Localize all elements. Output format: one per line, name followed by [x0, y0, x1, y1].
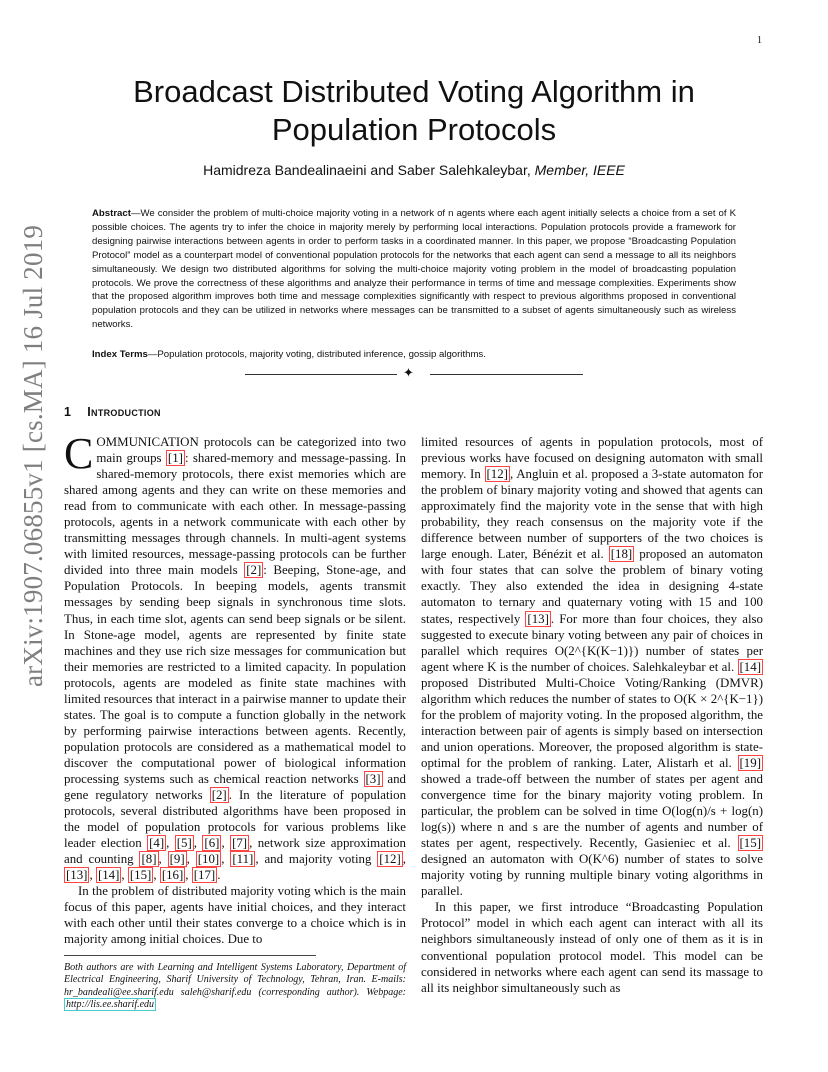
left-paragraph-2: In the problem of distributed majority voting which is the main focus of this paper, agents have initial choices, and they interact with each other until their states converge to a choice which is in majority among initial choices. Due to [64, 884, 406, 947]
right-paragraph-2: In this paper, we first introduce “Broadcasting Population Protocol” model in which each agent can interact with all its neighbors simultaneously instead of only one of them as it is in conventional population protocol model. This model can be considered in networks where each agent can send its massage to all its neighbor simultaneously such as [421, 900, 763, 995]
text-run: , [221, 836, 231, 851]
text-run: , [166, 836, 175, 851]
text-run: , [121, 868, 128, 883]
citation-link[interactable]: [12] [379, 852, 401, 867]
footnote-webpage-link[interactable]: http://lis.ee.sharif.edu [66, 999, 155, 1011]
citation-link[interactable]: [13] [527, 611, 549, 626]
text-run: showed a trade-off between the number of states per agent and convergence time for the binary majority voting problem. In particular, the problem can be solved in time O(log(n)/s + log(n) log(s)) where n and s are the number of agents and number of states per agent, respectively. Recently, Gasieniec et al. [421, 771, 763, 851]
text-run: , and majority voting [255, 852, 378, 867]
citation-link[interactable]: [15] [129, 868, 152, 883]
text-run: , network size approximation and counting [64, 836, 406, 867]
footnote-rule [64, 955, 316, 956]
citation-link[interactable]: [3] [365, 771, 381, 786]
left-paragraph-1 [64, 429, 407, 883]
index-terms-label: Index Terms [92, 349, 148, 360]
abstract-label: Abstract [92, 208, 131, 219]
paper-authors [100, 162, 728, 178]
text-run: , Angluin et al. proposed a 3-state automaton for the problem of binary majority voting and showed that agents can approximately find the majority vote in the sense that with high probability, they reach consensus on the majority vote if the difference between number of supporters of the two choices is large enough. Later, Bénézit et al. [421, 467, 763, 562]
citation-link[interactable]: [7] [232, 836, 248, 851]
text-run: , [402, 852, 407, 867]
citation-link[interactable]: [9] [169, 852, 185, 867]
citation-link[interactable]: [6] [204, 836, 220, 851]
citation-link[interactable]: [8] [141, 852, 157, 867]
citation-link[interactable]: [14] [739, 659, 761, 674]
citation-link[interactable]: [5] [176, 836, 192, 851]
citation-link[interactable]: [14] [97, 868, 120, 883]
text-run: , [186, 852, 196, 867]
citation-link[interactable]: [2] [211, 788, 227, 803]
arxiv-identifier[interactable]: arXiv:1907.06855v1 [cs.MA] 16 Jul 2019 [18, 224, 48, 687]
text-run: proposed Distributed Multi-Choice Voting/Ranking (DMVR) algorithm which reduces the number of states to O(K × 2^{K−1}) for the problem of majority voting. In the proposed algorithm, the interaction between pair of agents is simply based on intersection and union operations. Moreover, the proposed algorithm is state-optimal for the problem of ranking. Later, Alistarh et al. [421, 675, 763, 770]
citation-link[interactable]: [2] [246, 563, 262, 578]
text-run: : shared-memory and message-passing. In shared-memory protocols, there exist memories which are shared among agents and they can write on these memories and read from to communicate with each other. In message-passing protocols, agents in a network communicate with each other by transmitting messages through channels. In multi-agent systems with limited resources, message-passing protocols can be further divided into three main models [64, 451, 407, 578]
text-run: , [185, 868, 192, 883]
left-column [64, 429, 407, 948]
text-run: . In the literature of population protocols, several distributed algorithms have been proposed in the model of population protocols for various problems like leader election [64, 788, 407, 851]
text-run: , [158, 852, 168, 867]
lead-word: OMMUNICATION [96, 435, 199, 449]
section-title: Introduction [87, 405, 161, 419]
footnote [64, 962, 406, 1012]
author-names: Hamidreza Bandealinaeini and Saber Salehkaleybar, [203, 162, 531, 178]
citation-link[interactable]: [13] [66, 868, 88, 883]
right-paragraph-1 [421, 434, 763, 899]
index-terms-text: —Population protocols, majority voting, distributed inference, gossip algorithms. [147, 349, 486, 360]
author-membership: Member, IEEE [534, 162, 625, 178]
citation-link[interactable]: [1] [167, 451, 183, 466]
abstract-text: —We consider the problem of multi-choice majority voting in a network of n agents where each agent initially selects a choice from a set of K possible choices. The agents try to infer the choice in majority merely by performing local interactions. Population protocols provide a framework for designing pairwise interactions between agents in order to perform tasks in a coordinated manner. In this paper, we propose “Broadcasting Population Protocol” model as a counterpart model of conventional population protocols for the networks that each agent can send a message to all its neighbors simultaneously. We design two distributed algorithms for solving the multi-choice majority voting problem in the model of broadcasting population protocols. We prove the correctness of these algorithms and analyze their performance in terms of time and message complexities. Experiments show that the proposed algorithm improves both time and message complexities significantly with respect to previous algorithms proposed in conventional population protocols and they can be utilized in networks where messages can be transmitted to a subset of agents simultaneously such as wireless networks. [92, 208, 736, 331]
text-run: and gene regulatory networks [64, 771, 407, 803]
citation-link[interactable]: [11] [232, 852, 254, 867]
drop-cap: C [64, 429, 94, 478]
index-terms [92, 348, 736, 361]
text-run: , [89, 868, 96, 883]
section-number: 1 [64, 405, 72, 419]
separator-rule-left [245, 374, 397, 375]
citation-link[interactable]: [17] [193, 868, 216, 883]
citation-link[interactable]: [12] [486, 467, 508, 482]
abstract [92, 207, 736, 332]
text-run: . For more than four choices, they also suggested to execute binary voting between any pair of choices in parallel which requires O(2^{K(K−1)}) number of states per agent where K is the number of choices. Salehkaleybar et al. [421, 611, 763, 674]
citation-link[interactable]: [15] [739, 836, 761, 851]
citation-link[interactable]: [16] [161, 868, 184, 883]
text-run: , [153, 868, 160, 883]
right-column [421, 434, 763, 996]
text-run: proposed an automaton with four states that can solve the problem of binary voting exactly. They also extended the idea in designing 4-state automaton to ternary and quaternary voting with 15 and 100 states, respectively [421, 547, 763, 626]
text-run: limited resources of agents in population protocols, most of previous works have focused on designing automaton with small memory. In [421, 435, 763, 482]
text-run: . [217, 868, 221, 883]
citation-link[interactable]: [18] [610, 547, 633, 562]
footnote-text: Both authors are with Learning and Intelligent Systems Laboratory, Department of Electrical Engineering, Sharif University of Technology, Tehran, Iran. E-mails: hr_bandeali@ee.sharif.edu saleh@sharif.edu (corresponding author). Webpage: [64, 962, 406, 998]
citation-link[interactable]: [19] [739, 755, 761, 770]
citation-link[interactable]: [10] [197, 852, 220, 867]
text-run: protocols can be categorized into two main groups [96, 435, 406, 466]
text-run: designed an automaton with O(K^6) number of states to solve majority voting by running multiple binary voting algorithms in parallel. [421, 852, 763, 899]
paper-title: Broadcast Distributed Voting Algorithm in Population Protocols [133, 74, 695, 147]
text-run: , [221, 852, 231, 867]
section-heading [64, 405, 161, 419]
separator-rule-right [430, 374, 583, 375]
text-run: , [193, 836, 203, 851]
text-run: : Beeping, Stone-age, and Population Protocols. In beeping models, agents transmit messages by sending beep signals in synchronous time slots. Thus, in each time slot, agents can send beep signals or be silent. In Stone-age model, agents are represented by finite state machines and they use rich size messages for communication but their memories are restricted to a limited capacity. In population protocols, agents are modeled as finite state machines with limited resources that interact in a pairwise manner to update their states. The goal is to compute a function globally in the network by performing pairwise interactions between agents. Recently, population protocols are considered as a mathematical model to discover the computational power of biological information processing systems such as chemical reaction networks [64, 563, 406, 786]
citation-link[interactable]: [4] [149, 836, 165, 851]
separator-diamond-icon: ✦ [403, 366, 414, 381]
page-number: 1 [757, 35, 762, 46]
